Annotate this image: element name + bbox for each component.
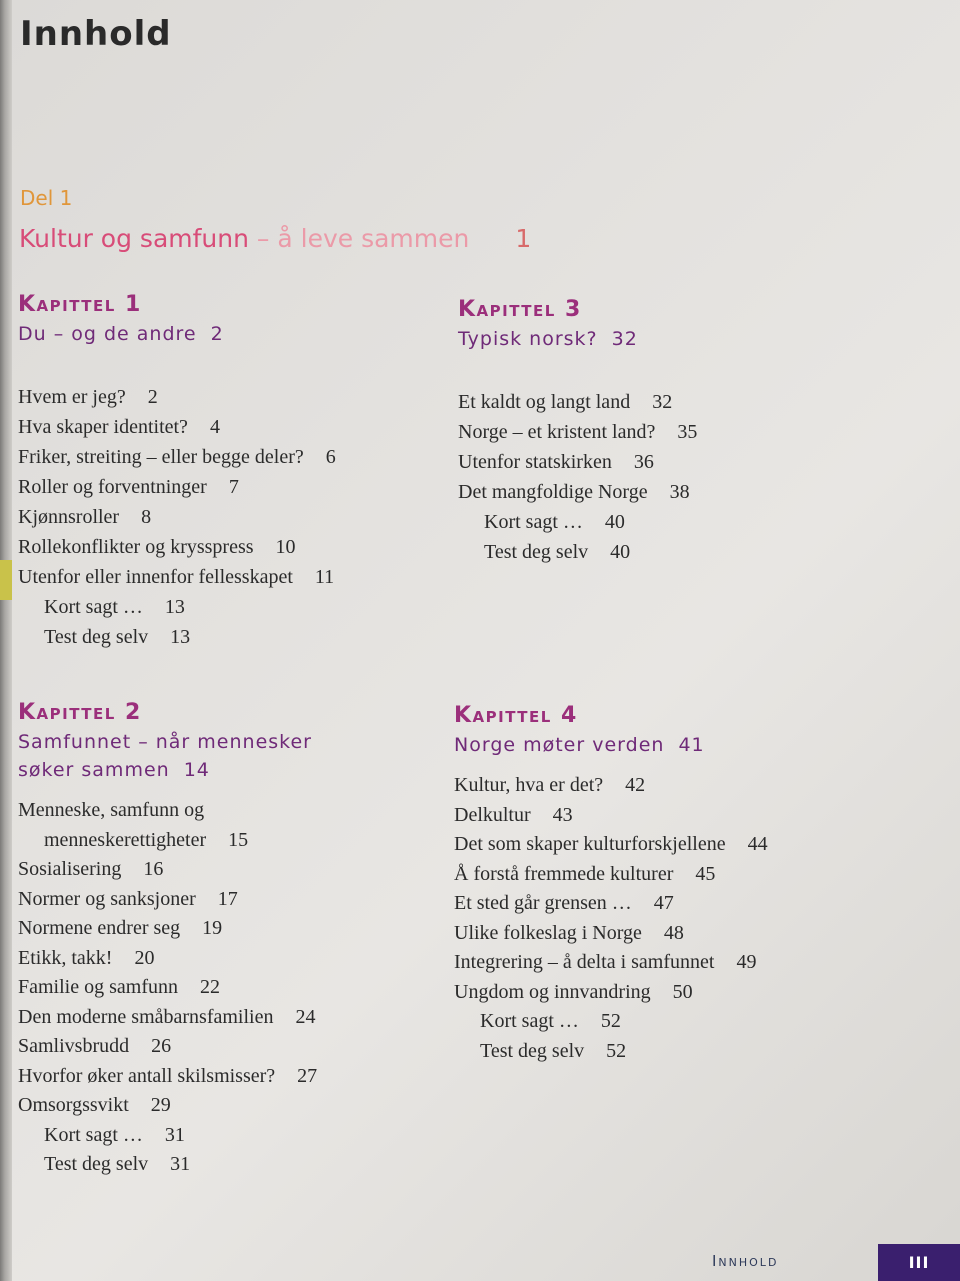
toc-entry-text: Omsorgssvikt — [18, 1094, 129, 1116]
toc-entry[interactable] — [18, 1003, 317, 1033]
toc-entry[interactable] — [18, 1150, 317, 1180]
toc-entry-text: Test deg selv — [44, 1153, 149, 1175]
chapter-label: Kapittel 1 — [18, 292, 142, 317]
toc-entry-page: 15 — [228, 828, 249, 851]
chapter-label: Kapittel 3 — [458, 297, 582, 322]
toc-entry[interactable] — [458, 387, 697, 417]
part-page-number: 1 — [515, 224, 532, 253]
toc-entry-page: 52 — [606, 1039, 627, 1062]
toc-entry[interactable] — [458, 507, 697, 537]
toc-entry-text: Ulike folkeslag i Norge — [454, 921, 642, 944]
chapter-page-number: 41 — [678, 734, 705, 756]
toc-entry[interactable] — [458, 477, 697, 507]
toc-entry[interactable] — [458, 417, 697, 447]
chapter-title — [454, 731, 768, 759]
chapter-title — [458, 325, 697, 353]
toc-entry[interactable] — [18, 826, 317, 856]
toc-list — [458, 387, 697, 567]
toc-entry-text: Hvem er jeg? — [18, 386, 126, 408]
toc-entry[interactable] — [454, 978, 768, 1008]
toc-entry-page: 40 — [610, 541, 631, 563]
toc-entry-text: Det mangfoldige Norge — [458, 481, 648, 503]
toc-entry-text: Rollekonflikter og krysspress — [18, 536, 254, 558]
page-number-badge: III — [878, 1244, 960, 1281]
page-title: Innhold — [20, 14, 172, 54]
toc-entry-page: 31 — [164, 1123, 185, 1146]
toc-entry-page: 47 — [653, 892, 674, 914]
toc-entry-page: 49 — [736, 951, 757, 973]
toc-entry-page: 7 — [228, 476, 239, 498]
toc-entry-text: Test deg selv — [44, 626, 149, 648]
toc-entry-text: Kort sagt … — [480, 1010, 579, 1032]
toc-entry[interactable] — [18, 442, 336, 472]
toc-entry-text: Sosialisering — [18, 858, 122, 880]
toc-entry-page: 6 — [325, 446, 336, 468]
toc-entry[interactable] — [454, 771, 768, 801]
chapter-label: Kapittel 2 — [18, 700, 142, 725]
toc-entry[interactable] — [454, 889, 768, 919]
toc-entry-text: Hva skaper identitet? — [18, 416, 188, 438]
toc-entry[interactable] — [454, 1037, 768, 1067]
toc-entry-page: 32 — [652, 391, 673, 413]
toc-list — [18, 382, 336, 652]
chapter-page-number: 14 — [183, 759, 210, 781]
toc-entry[interactable] — [18, 1121, 317, 1151]
toc-entry-page: 22 — [199, 976, 220, 998]
toc-entry-page: 24 — [295, 1005, 316, 1028]
toc-entry-page: 26 — [151, 1035, 172, 1057]
toc-entry[interactable] — [18, 532, 336, 562]
chapter-title — [18, 320, 336, 348]
toc-entry-text: Kort sagt … — [484, 511, 583, 533]
chapter-1 — [18, 290, 336, 652]
toc-entry-text: Det som skaper kulturforskjellene — [454, 833, 726, 855]
toc-entry-text: Kjønnsroller — [18, 506, 120, 528]
part-title — [19, 224, 531, 253]
toc-entry[interactable] — [18, 1062, 317, 1092]
toc-entry-text: Den moderne småbarnsfamilien — [18, 1005, 274, 1028]
toc-entry-page: 20 — [134, 946, 155, 969]
toc-entry-page: 52 — [600, 1010, 621, 1032]
toc-entry-page: 17 — [217, 887, 238, 910]
toc-entry[interactable] — [18, 1091, 317, 1121]
toc-entry[interactable] — [18, 796, 317, 826]
toc-entry-page: 19 — [202, 917, 223, 939]
toc-entry-text: Ungdom og innvandring — [454, 980, 651, 1003]
toc-entry-text: Utenfor eller innenfor fellesskapet — [18, 566, 293, 588]
toc-entry-page: 27 — [297, 1064, 318, 1087]
toc-entry-text: Utenfor statskirken — [458, 451, 612, 473]
toc-entry[interactable] — [18, 855, 317, 885]
footer-section-label: Innhold — [712, 1252, 779, 1270]
toc-entry[interactable] — [18, 944, 317, 974]
chapter-title-line1: Samfunnet – når mennesker — [18, 731, 312, 753]
toc-entry[interactable] — [454, 1007, 768, 1037]
toc-entry-text: Test deg selv — [484, 541, 589, 563]
toc-entry-text: Normene endrer seg — [18, 917, 181, 939]
toc-entry-page: 44 — [747, 833, 768, 855]
toc-entry-text: menneskerettigheter — [44, 828, 207, 851]
toc-entry-page: 29 — [150, 1094, 171, 1116]
chapter-title-line2: søker sammen — [18, 759, 170, 781]
toc-entry-page: 31 — [170, 1153, 191, 1175]
chapter-title-text: Norge møter verden — [454, 734, 665, 756]
chapter-title — [18, 728, 317, 784]
toc-entry-text: Samlivsbrudd — [18, 1035, 130, 1057]
toc-entry[interactable] — [18, 412, 336, 442]
toc-entry-page: 11 — [314, 566, 335, 588]
toc-entry-page: 2 — [147, 386, 158, 408]
toc-entry-text: Å forstå fremmede kulturer — [454, 862, 674, 885]
toc-entry[interactable] — [18, 472, 336, 502]
chapter-4 — [454, 701, 768, 1066]
toc-entry-text: Et sted går grensen … — [454, 892, 632, 914]
toc-entry-page: 36 — [633, 451, 654, 473]
toc-entry[interactable] — [454, 948, 768, 978]
toc-entry[interactable] — [18, 592, 336, 622]
toc-entry-text: Hvorfor øker antall skilsmisser? — [18, 1064, 276, 1087]
part-label: Del 1 — [20, 186, 73, 210]
toc-entry[interactable] — [454, 919, 768, 949]
toc-entry-text: Kultur, hva er det? — [454, 774, 604, 796]
toc-entry-text: Normer og sanksjoner — [18, 887, 196, 910]
toc-entry-page: 35 — [677, 421, 698, 443]
toc-entry-page: 45 — [695, 862, 716, 885]
toc-entry[interactable] — [18, 502, 336, 532]
toc-entry[interactable] — [18, 1032, 317, 1062]
chapter-label: Kapittel 4 — [454, 703, 578, 728]
chapter-page-number: 32 — [611, 328, 638, 350]
toc-entry-page: 48 — [663, 921, 684, 944]
toc-entry[interactable] — [454, 860, 768, 890]
toc-entry-page: 13 — [164, 596, 185, 618]
toc-entry-page: 4 — [209, 416, 220, 438]
toc-entry-text: Delkultur — [454, 803, 531, 826]
chapter-title-text: Du – og de andre — [18, 323, 197, 345]
toc-entry-page: 43 — [552, 803, 573, 826]
toc-entry[interactable] — [458, 537, 697, 567]
part-title-main: Kultur og samfunn — [19, 224, 249, 253]
toc-entry-page: 13 — [170, 626, 191, 648]
toc-list — [18, 796, 317, 1180]
toc-entry[interactable] — [18, 973, 317, 1003]
chapter-page-number: 2 — [210, 323, 224, 345]
toc-entry-text: Test deg selv — [480, 1039, 585, 1062]
chapter-title-text: Typisk norsk? — [458, 328, 598, 350]
toc-entry-page: 10 — [275, 536, 296, 558]
book-spine-edge — [0, 0, 12, 1281]
toc-entry[interactable] — [18, 914, 317, 944]
part-title-rest: – å leve sammen — [256, 224, 470, 253]
toc-entry[interactable] — [458, 447, 697, 477]
toc-entry-text: Et kaldt og langt land — [458, 391, 631, 413]
chapter-2 — [18, 698, 317, 1180]
toc-entry[interactable] — [18, 622, 336, 652]
toc-entry-text: Kort sagt … — [44, 596, 143, 618]
chapter-3 — [458, 295, 697, 567]
toc-entry-page: 50 — [672, 980, 693, 1003]
toc-entry-text: Etikk, takk! — [18, 946, 113, 969]
toc-entry-page: 16 — [143, 858, 164, 880]
toc-entry[interactable] — [454, 830, 768, 860]
toc-entry-page: 38 — [669, 481, 690, 503]
toc-entry-text: Familie og samfunn — [18, 976, 178, 998]
toc-entry-page: 42 — [625, 774, 646, 796]
toc-entry[interactable] — [18, 562, 336, 592]
toc-entry[interactable] — [18, 382, 336, 412]
page-tab-marker — [0, 560, 12, 600]
toc-entry[interactable] — [454, 801, 768, 831]
toc-entry-page: 8 — [141, 506, 152, 528]
toc-entry[interactable] — [18, 885, 317, 915]
toc-entry-text: Friker, streiting – eller begge deler? — [18, 446, 304, 468]
toc-entry-text: Roller og forventninger — [18, 476, 207, 498]
toc-entry-text: Norge – et kristent land? — [458, 421, 656, 443]
toc-list — [454, 771, 768, 1066]
toc-entry-page: 40 — [604, 511, 625, 533]
toc-entry-text: Menneske, samfunn og — [18, 799, 205, 821]
toc-entry-text: Integrering – å delta i samfunnet — [454, 951, 715, 973]
toc-entry-text: Kort sagt … — [44, 1123, 143, 1146]
